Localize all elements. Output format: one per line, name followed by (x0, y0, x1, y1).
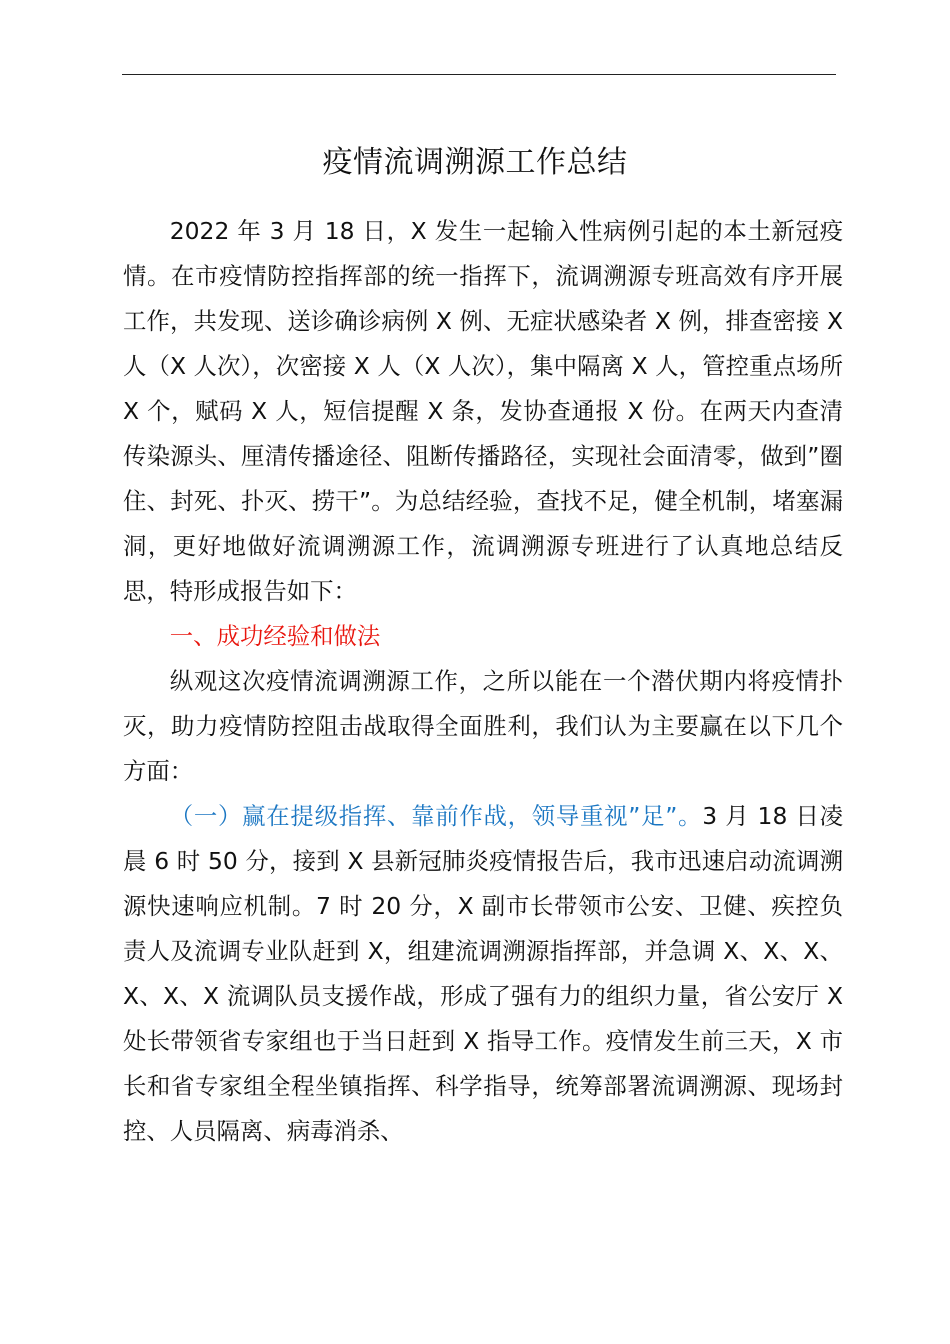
subsection-1-text: 3 月 18 日凌晨 6 时 50 分，接到 X 县新冠肺炎疫情报告后，我市迅速启动流调溯源快速响应机制。7 时 20 分，X 副市长带领市公安、卫健、疾控负责人及流调专业队赶到 X，组建流调溯源指挥部，并急调 X、X、X、X、X、X 流调队员支援作战，形成了强有力的组织力量，省公安厅 X 处长带领省专家组也于当日赶到 X 指导工作。疫情发生前三天，X 市长和省专家组全程坐镇指挥、科学指导，统筹部署流调溯源、现场封控、人员隔离、病毒消杀、 (123, 802, 844, 1145)
document-body (123, 209, 843, 1154)
header-rule (122, 74, 836, 75)
intro-paragraph: 2022 年 3 月 18 日，X 发生一起输入性病例引起的本土新冠疫情。在市疫情防控指挥部的统一指挥下，流调溯源专班高效有序开展工作，共发现、送诊确诊病例 X 例、无症状感染者 X 例，排查密接 X 人（X 人次），次密接 X 人（X 人次），集中隔离 X 人，管控重点场所 X 个，赋码 X 人，短信提醒 X 条，发协查通报 X 份。在两天内查清传染源头、厘清传播途径、阻断传播路径，实现社会面清零，做到”圈住、封死、扑灭、捞干”。为总结经验，查找不足，健全机制，堵塞漏洞，更好地做好流调溯源工作，流调溯源专班进行了认真地总结反思，特形成报告如下： (123, 217, 843, 605)
section-heading-1: 一、成功经验和做法 (169, 622, 381, 650)
document-title: 疫情流调溯源工作总结 (322, 145, 628, 180)
subsection-1-paragraph (123, 794, 843, 1154)
subsection-heading-1: （一）赢在提级指挥、靠前作战，领导重视”足”。 (169, 802, 703, 830)
section-1-intro-paragraph: 纵观这次疫情流调溯源工作，之所以能在一个潜伏期内将疫情扑灭，助力疫情防控阻击战取得全面胜利，我们认为主要赢在以下几个方面： (123, 667, 843, 785)
